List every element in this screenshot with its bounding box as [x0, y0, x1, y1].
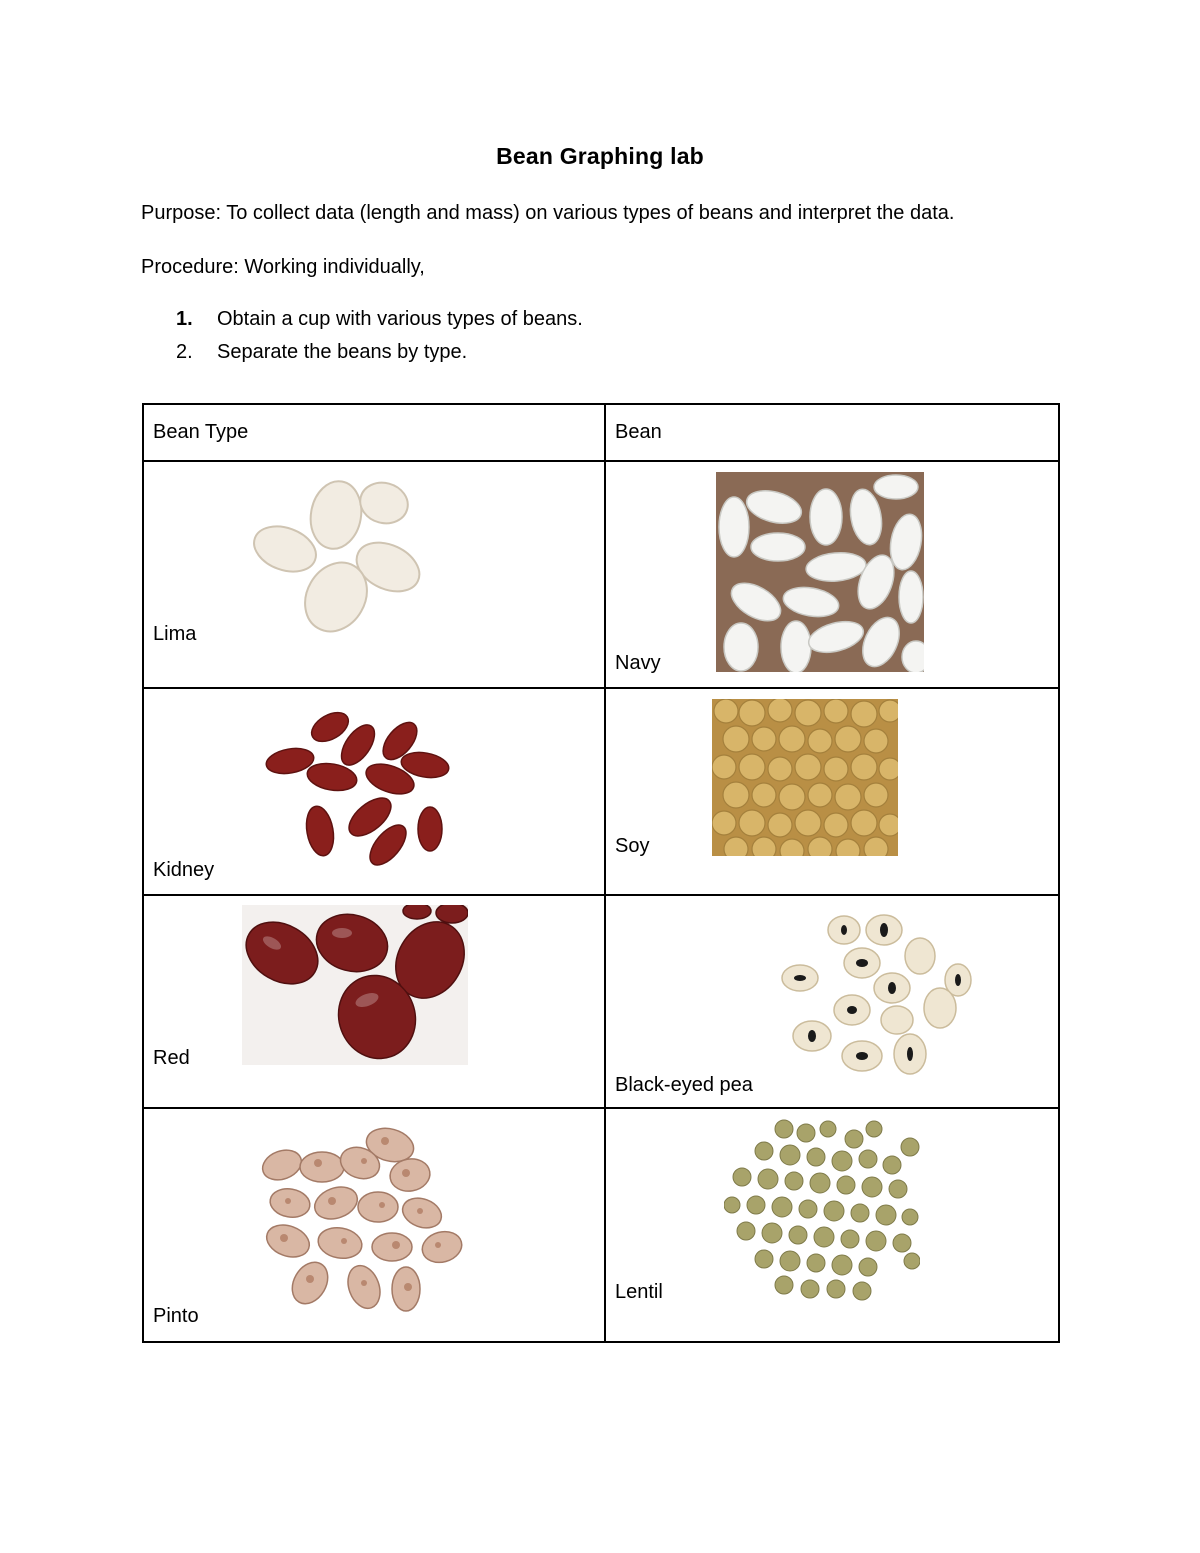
step-text: Obtain a cup with various types of beans.: [217, 308, 583, 330]
lima-beans-photo: [250, 477, 432, 635]
soy-beans-photo: [712, 699, 898, 856]
table-cell: [143, 895, 605, 1108]
table-cell: [143, 688, 605, 895]
list-item: [176, 308, 583, 341]
pinto-beans-photo: [260, 1123, 474, 1323]
bean-label-soy: Soy: [615, 835, 650, 857]
header-bean: Bean: [615, 421, 662, 443]
table-cell: [605, 461, 1059, 688]
table-row: [143, 461, 1059, 688]
table-header-row: [143, 404, 1059, 461]
procedure-text: Procedure: Working individually,: [141, 256, 425, 278]
bean-label-black-eyed-pea: Black-eyed pea: [615, 1074, 753, 1096]
table-cell: [143, 461, 605, 688]
header-bean-type: Bean Type: [153, 421, 249, 443]
header-cell: [605, 404, 1059, 461]
table-row: [143, 1108, 1059, 1342]
navy-beans-photo: [716, 472, 924, 672]
bean-label-navy: Navy: [615, 652, 661, 674]
bean-label-pinto: Pinto: [153, 1305, 199, 1327]
bean-label-lentil: Lentil: [615, 1281, 663, 1303]
red-beans-photo: [242, 905, 468, 1065]
table-cell: [605, 688, 1059, 895]
step-number: 1.: [176, 308, 193, 330]
step-number: 2.: [176, 341, 193, 363]
table-cell: [605, 895, 1059, 1108]
table-row: [143, 688, 1059, 895]
table-cell: [605, 1108, 1059, 1342]
list-item: [176, 341, 583, 374]
lentil-photo: [724, 1119, 920, 1301]
bean-label-kidney: Kidney: [153, 859, 215, 881]
kidney-beans-photo: [260, 705, 454, 867]
page-title: Bean Graphing lab: [496, 143, 704, 169]
header-cell: [143, 404, 605, 461]
bean-label-red: Red: [153, 1047, 190, 1069]
purpose-text: Purpose: To collect data (length and mass) on various types of beans and interpret the data.: [141, 202, 955, 224]
step-text: Separate the beans by type.: [217, 341, 468, 363]
procedure-steps: [176, 308, 583, 374]
table-row: [143, 895, 1059, 1108]
table-cell: [143, 1108, 605, 1342]
black-eyed-pea-photo: [772, 908, 972, 1080]
bean-table: [142, 403, 1060, 1343]
bean-label-lima: Lima: [153, 623, 197, 645]
